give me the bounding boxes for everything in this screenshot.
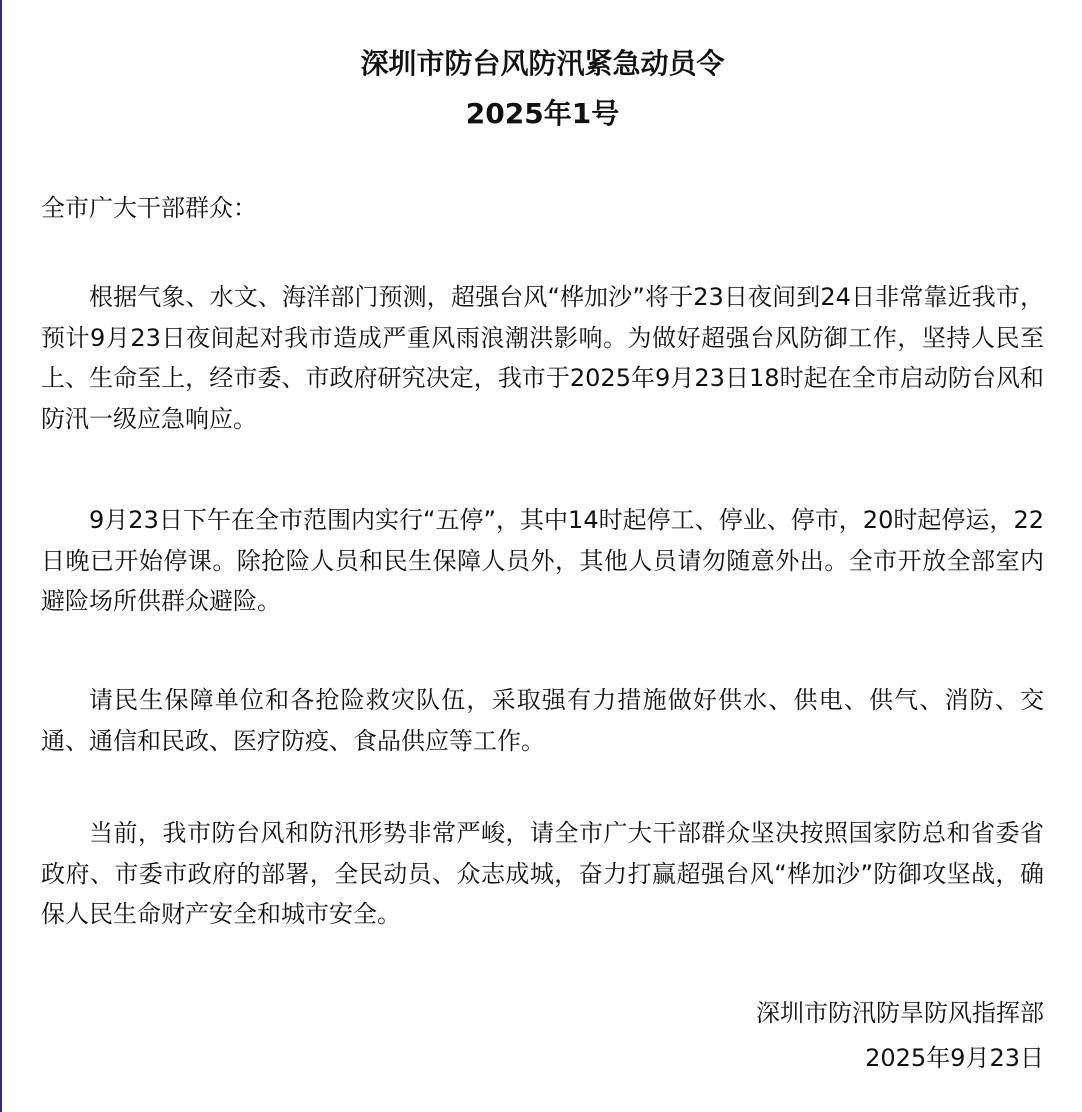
salutation: 全市广大干部群众： <box>41 194 257 222</box>
signature-issuer: 深圳市防汛防旱防风指挥部 <box>756 999 1044 1027</box>
document-number: 2025年1号 <box>465 97 620 130</box>
paragraph-support-teams: 请民生保障单位和各抢险救灾队伍，采取强有力措施做好供水、供电、供气、消防、交通、通信和民政、医疗防疫、食品供应等工作。 <box>41 686 1044 755</box>
paragraph-mobilization: 当前，我市防台风和防汛形势非常严峻，请全市广大干部群众坚决按照国家防总和省委省政府、市委市政府的部署，全民动员、众志成城，奋力打赢超强台风“桦加沙”防御攻坚战，确保人民生命财产安全和城市安全。 <box>41 819 1044 928</box>
signature-date: 2025年9月23日 <box>865 1044 1044 1072</box>
left-edge-divider <box>0 0 2 1112</box>
paragraph-five-stops: 9月23日下午在全市范围内实行“五停”，其中14时起停工、停业、停市，20时起停运，22日晚已开始停课。除抢险人员和民生保障人员外，其他人员请勿随意外出。全市开放全部室内避险场所供群众避险。 <box>41 506 1044 615</box>
paragraph-forecast: 根据气象、水文、海洋部门预测，超强台风“桦加沙”将于23日夜间到24日非常靠近我市，预计9月23日夜间起对我市造成严重风雨浪潮洪影响。为做好超强台风防御工作，坚持人民至上、生命至上，经市委、市政府研究决定，我市于2025年9月23日18时起在全市启动防台风和防汛一级应急响应。 <box>41 283 1044 433</box>
document-title: 深圳市防台风防汛紧急动员令 <box>360 47 725 80</box>
